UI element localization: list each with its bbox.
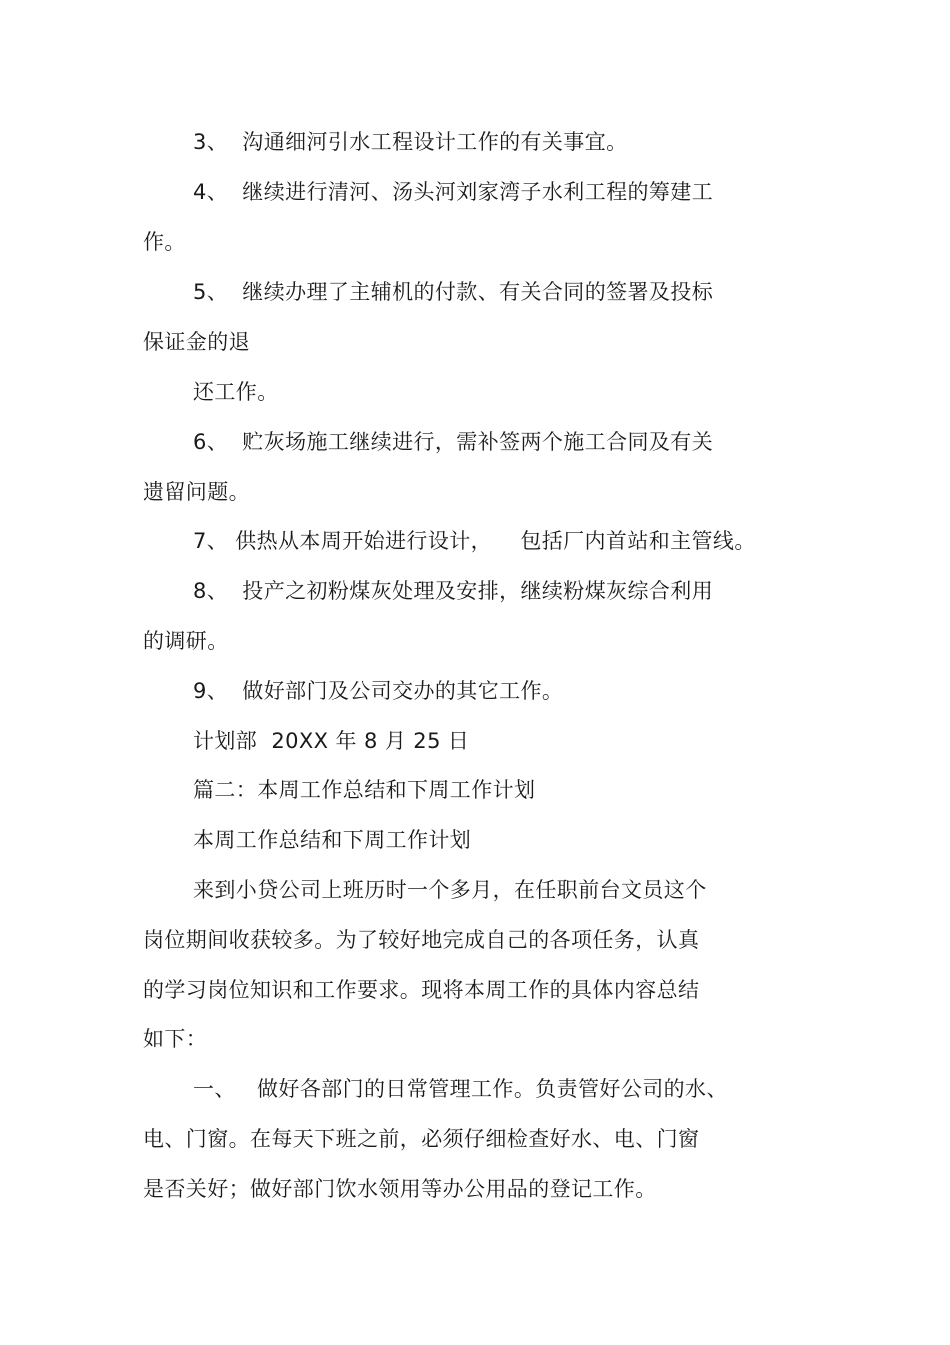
paragraph-line-3: 的学习岗位知识和工作要求。现将本周工作的具体内容总结 [143, 978, 700, 1002]
item-8-line: 8、 投产之初粉煤灰处理及安排，继续粉煤灰综合利用 [193, 579, 714, 603]
point-one-line-2: 电、门窗。在每天下班之前，必须仔细检查好水、电、门窗 [143, 1127, 700, 1151]
point-one-line-1: 一、 做好各部门的日常管理工作。负责管好公司的水、 [193, 1077, 728, 1101]
item-6-line: 6、 贮灰场施工继续进行，需补签两个施工合同及有关 [193, 430, 714, 454]
section-title: 本周工作总结和下周工作计划 [193, 828, 472, 852]
item-7-line: 7、 供热从本周开始进行设计， 包括厂内首站和主管线。 [193, 529, 756, 553]
item-5-continuation: 保证金的退 [143, 330, 250, 354]
item-5-continuation-2: 还工作。 [193, 380, 279, 404]
paragraph-line-4: 如下： [143, 1027, 208, 1051]
paragraph-line-1: 来到小贷公司上班历时一个多月，在任职前台文员这个 [193, 878, 707, 902]
item-5-line: 5、 继续办理了主辅机的付款、有关合同的签署及投标 [193, 280, 714, 304]
item-9-line: 9、 做好部门及公司交办的其它工作。 [193, 679, 564, 703]
paragraph-line-2: 岗位期间收获较多。为了较好地完成自己的各项任务，认真 [143, 928, 700, 952]
item-4-line: 4、 继续进行清河、汤头河刘家湾子水利工程的筹建工 [193, 180, 714, 204]
section-heading: 篇二：本周工作总结和下周工作计划 [193, 778, 536, 802]
item-3-line: 3、 沟通细河引水工程设计工作的有关事宜。 [193, 130, 628, 154]
point-one-line-3: 是否关好；做好部门饮水领用等办公用品的登记工作。 [143, 1177, 657, 1201]
item-8-continuation: 的调研。 [143, 629, 229, 653]
item-4-continuation: 作。 [143, 230, 186, 254]
item-6-continuation: 遗留问题。 [143, 480, 250, 504]
signature-date-line: 计划部 20XX 年 8 月 25 日 [193, 729, 470, 753]
